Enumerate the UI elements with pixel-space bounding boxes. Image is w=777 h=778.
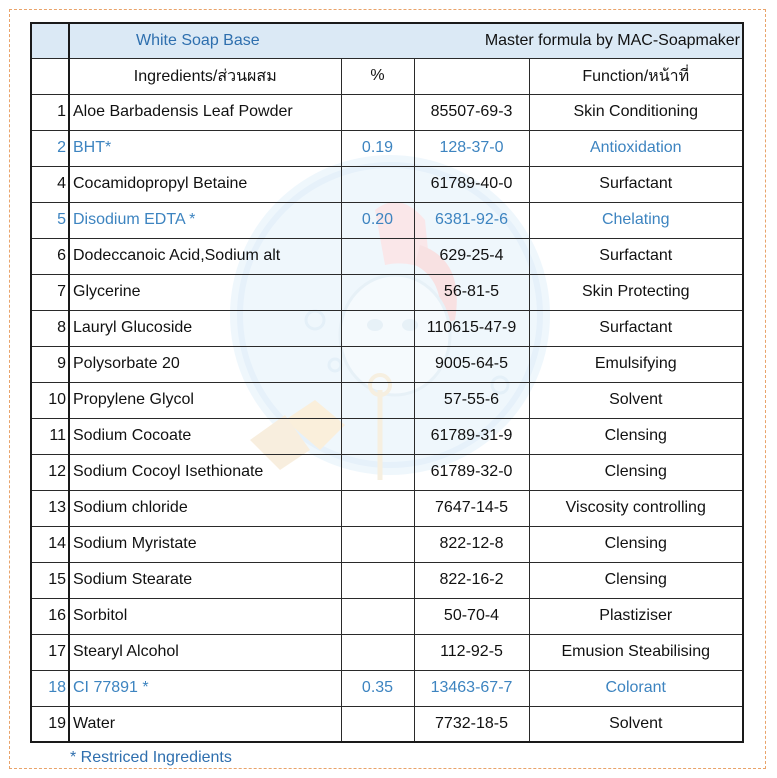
percent-value (341, 418, 414, 454)
row-number: 4 (31, 166, 69, 202)
function-value: Solvent (529, 706, 743, 742)
ingredient-name: Dodeccanoic Acid,Sodium alt (69, 238, 341, 274)
function-value: Clensing (529, 418, 743, 454)
cas-number: 85507-69-3 (414, 94, 529, 130)
table-row (31, 382, 743, 418)
cas-number: 822-16-2 (414, 562, 529, 598)
row-number: 8 (31, 310, 69, 346)
table-row (31, 490, 743, 526)
header-percent: % (341, 58, 414, 94)
table-row (31, 670, 743, 706)
row-number: 1 (31, 94, 69, 130)
cas-number: 110615-47-9 (414, 310, 529, 346)
header-row (31, 58, 743, 94)
ingredient-name: Polysorbate 20 (69, 346, 341, 382)
ingredient-name: Lauryl Glucoside (69, 310, 341, 346)
function-value: Chelating (529, 202, 743, 238)
cas-number: 629-25-4 (414, 238, 529, 274)
percent-value (341, 490, 414, 526)
percent-value (341, 706, 414, 742)
row-number: 12 (31, 454, 69, 490)
table-row (31, 238, 743, 274)
ingredient-name: CI 77891 * (69, 670, 341, 706)
table-row (31, 346, 743, 382)
table-row (31, 310, 743, 346)
row-number: 11 (31, 418, 69, 454)
function-value: Surfactant (529, 166, 743, 202)
percent-value (341, 382, 414, 418)
cas-number: 57-55-6 (414, 382, 529, 418)
function-value: Colorant (529, 670, 743, 706)
ingredient-name: Disodium EDTA * (69, 202, 341, 238)
function-value: Clensing (529, 454, 743, 490)
cas-number: 56-81-5 (414, 274, 529, 310)
title-corner-cell (31, 23, 69, 58)
cas-number: 50-70-4 (414, 598, 529, 634)
cas-number: 61789-40-0 (414, 166, 529, 202)
table-title: White Soap Base (69, 23, 414, 58)
table-row (31, 130, 743, 166)
percent-value: 0.20 (341, 202, 414, 238)
row-number: 7 (31, 274, 69, 310)
function-value: Surfactant (529, 238, 743, 274)
master-formula-label: Master formula by MAC-Soapmaker (414, 23, 743, 58)
percent-value: 0.35 (341, 670, 414, 706)
cas-number: 13463-67-7 (414, 670, 529, 706)
table-row (31, 418, 743, 454)
restricted-footnote: * Restriced Ingredients (70, 749, 232, 766)
header-function: Function/หน้าที่ (529, 58, 743, 94)
row-number: 19 (31, 706, 69, 742)
function-value: Plastiziser (529, 598, 743, 634)
ingredient-name: Sodium chloride (69, 490, 341, 526)
header-no (31, 58, 69, 94)
percent-value (341, 526, 414, 562)
percent-value (341, 562, 414, 598)
table-row (31, 598, 743, 634)
percent-value (341, 166, 414, 202)
cas-number: 7732-18-5 (414, 706, 529, 742)
ingredient-name: BHT* (69, 130, 341, 166)
function-value: Emusion Steabilising (529, 634, 743, 670)
row-number: 15 (31, 562, 69, 598)
row-number: 17 (31, 634, 69, 670)
ingredient-name: Sodium Stearate (69, 562, 341, 598)
cas-number: 7647-14-5 (414, 490, 529, 526)
ingredient-name: Propylene Glycol (69, 382, 341, 418)
table-row (31, 526, 743, 562)
percent-value (341, 274, 414, 310)
ingredient-name: Sodium Cocoate (69, 418, 341, 454)
row-number: 10 (31, 382, 69, 418)
table-row (31, 454, 743, 490)
row-number: 5 (31, 202, 69, 238)
title-row (31, 23, 743, 58)
table-row (31, 274, 743, 310)
ingredient-name: Sorbitol (69, 598, 341, 634)
ingredient-name: Sodium Myristate (69, 526, 341, 562)
cas-number: 112-92-5 (414, 634, 529, 670)
ingredient-name: Glycerine (69, 274, 341, 310)
cas-number: 61789-32-0 (414, 454, 529, 490)
cas-number: 9005-64-5 (414, 346, 529, 382)
percent-value: 0.19 (341, 130, 414, 166)
function-value: Solvent (529, 382, 743, 418)
cas-number: 128-37-0 (414, 130, 529, 166)
header-ingredient: Ingredients/ส่วนผสม (69, 58, 341, 94)
table-row (31, 634, 743, 670)
row-number: 2 (31, 130, 69, 166)
cas-number: 822-12-8 (414, 526, 529, 562)
row-number: 9 (31, 346, 69, 382)
cas-number: 61789-31-9 (414, 418, 529, 454)
ingredient-name: Stearyl Alcohol (69, 634, 341, 670)
percent-value (341, 634, 414, 670)
function-value: Antioxidation (529, 130, 743, 166)
row-number: 14 (31, 526, 69, 562)
function-value: Skin Conditioning (529, 94, 743, 130)
function-value: Skin Protecting (529, 274, 743, 310)
percent-value (341, 94, 414, 130)
header-cas (414, 58, 529, 94)
function-value: Clensing (529, 526, 743, 562)
row-number: 18 (31, 670, 69, 706)
table-row (31, 94, 743, 130)
table-row (31, 562, 743, 598)
function-value: Clensing (529, 562, 743, 598)
percent-value (341, 238, 414, 274)
table-row (31, 202, 743, 238)
row-number: 16 (31, 598, 69, 634)
table-row (31, 166, 743, 202)
row-number: 13 (31, 490, 69, 526)
ingredient-name: Aloe Barbadensis Leaf Powder (69, 94, 341, 130)
percent-value (341, 454, 414, 490)
percent-value (341, 310, 414, 346)
table-row (31, 706, 743, 742)
percent-value (341, 598, 414, 634)
function-value: Viscosity controlling (529, 490, 743, 526)
formula-table (30, 22, 744, 743)
function-value: Surfactant (529, 310, 743, 346)
ingredient-name: Sodium Cocoyl Isethionate (69, 454, 341, 490)
ingredient-name: Water (69, 706, 341, 742)
percent-value (341, 346, 414, 382)
function-value: Emulsifying (529, 346, 743, 382)
cas-number: 6381-92-6 (414, 202, 529, 238)
row-number: 6 (31, 238, 69, 274)
ingredient-name: Cocamidopropyl Betaine (69, 166, 341, 202)
